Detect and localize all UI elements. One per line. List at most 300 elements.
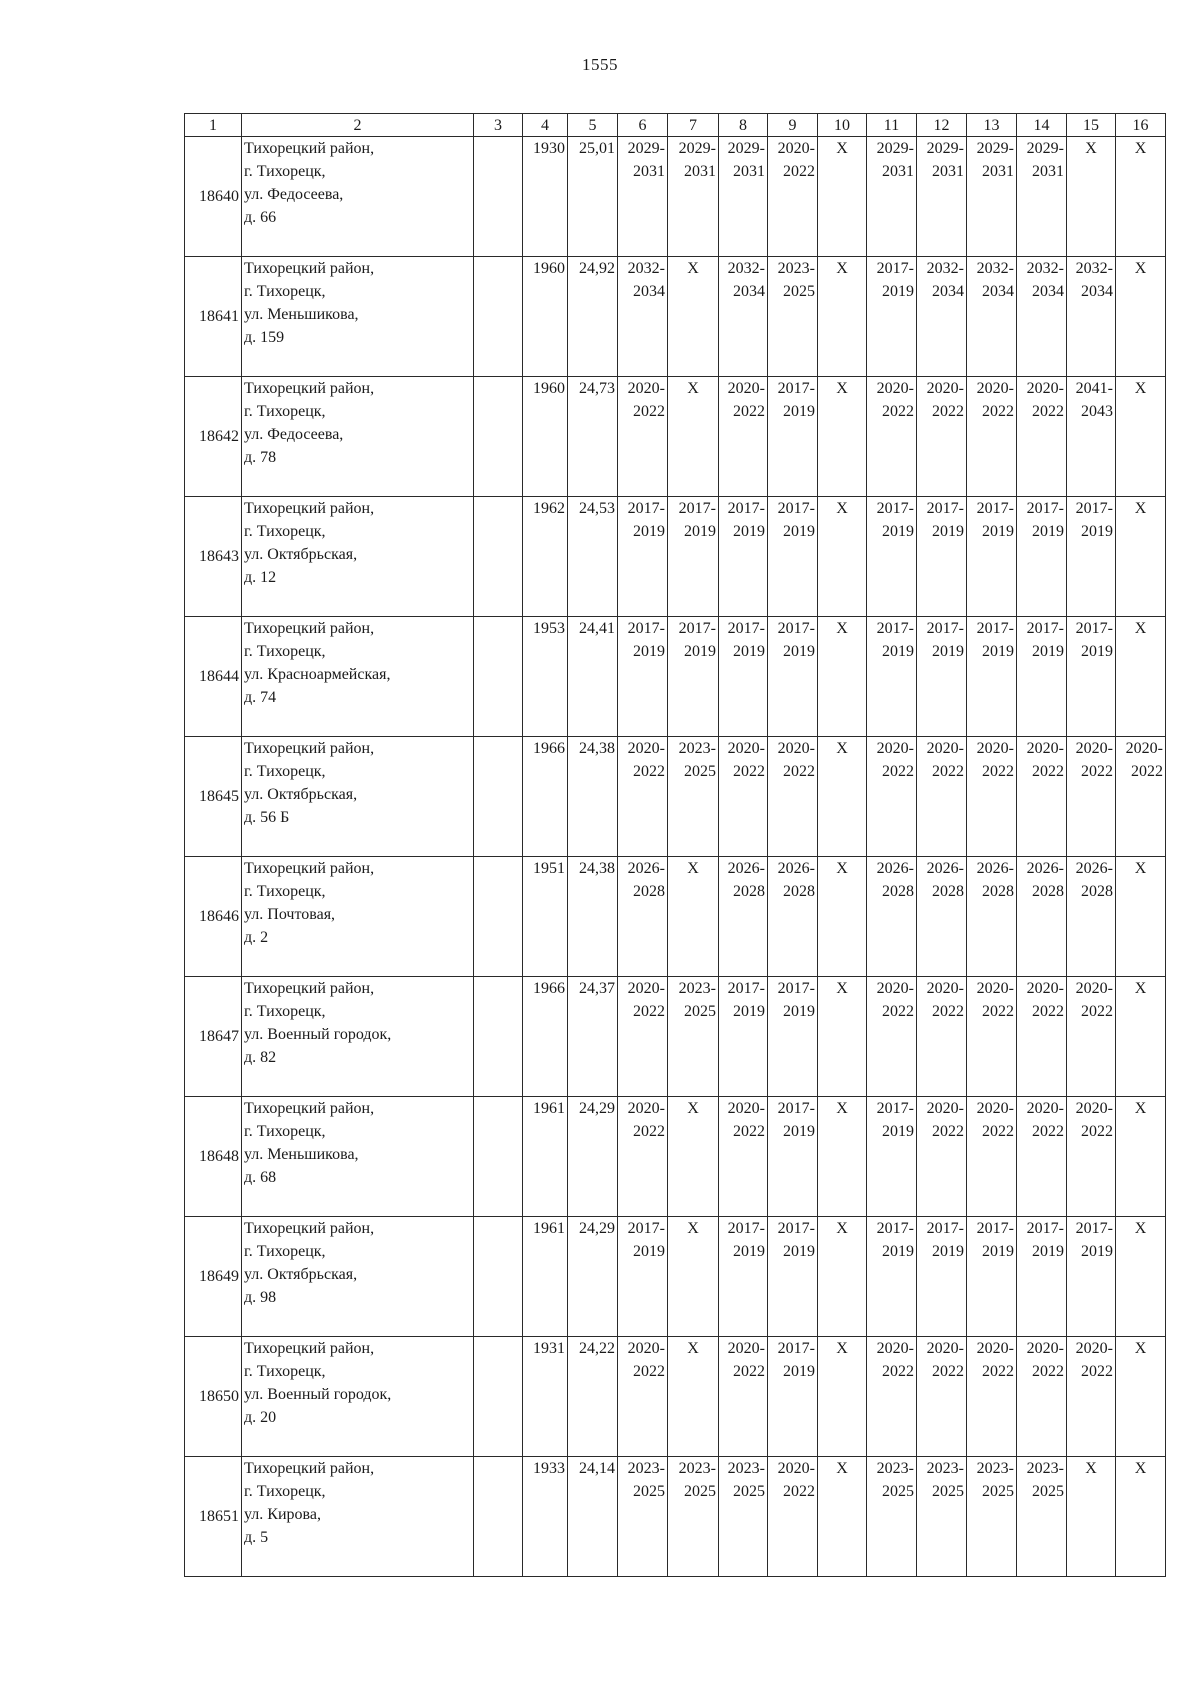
value-cell: 24,22	[568, 1337, 618, 1457]
period-line: 2019	[882, 523, 914, 540]
address-line: г. Тихорецк,	[244, 523, 326, 540]
period-line: 2020-	[976, 1340, 1014, 1357]
period-line: 2020-	[727, 1100, 765, 1117]
period-line: 2023-	[926, 1460, 964, 1477]
period-cell-col15	[1067, 137, 1116, 257]
period-cell-col16	[1116, 1337, 1166, 1457]
period-cell-col12	[917, 1457, 967, 1577]
table-row	[185, 1217, 1166, 1337]
year-cell: 1961	[523, 1097, 568, 1217]
period-cell-col14	[1017, 1097, 1067, 1217]
period-line: 2022	[633, 763, 665, 780]
not-applicable-mark: Х	[1085, 1460, 1097, 1477]
period-line: 2020-	[1026, 380, 1064, 397]
period-cell-col12	[917, 1217, 967, 1337]
period-cell-col10	[818, 1457, 867, 1577]
period-line: 2022	[633, 403, 665, 420]
period-line: 2020-	[976, 740, 1014, 757]
period-line: 2028	[783, 883, 815, 900]
period-line: 2026-	[627, 860, 665, 877]
period-line: 2019	[633, 523, 665, 540]
address-line: г. Тихорецк,	[244, 643, 326, 660]
year-cell: 1930	[523, 137, 568, 257]
period-cell-col13	[967, 1337, 1017, 1457]
column-header-15: 15	[1067, 114, 1116, 137]
address-cell	[242, 497, 474, 617]
period-cell-col15	[1067, 1457, 1116, 1577]
period-line: 2017-	[926, 1220, 964, 1237]
page-number: 1555	[582, 55, 618, 74]
address-cell	[242, 737, 474, 857]
row-number-cell: 18649	[185, 1217, 242, 1337]
year-cell: 1960	[523, 377, 568, 497]
period-line: 2017-	[627, 1220, 665, 1237]
address-line: г. Тихорецк,	[244, 163, 326, 180]
period-line: 2019	[982, 1243, 1014, 1260]
value-cell: 24,38	[568, 857, 618, 977]
period-cell-col10	[818, 257, 867, 377]
period-cell-col16	[1116, 377, 1166, 497]
period-line: 2020-	[1026, 740, 1064, 757]
housing-register-table	[184, 113, 1166, 1577]
period-cell-col14	[1017, 857, 1067, 977]
table-row	[185, 497, 1166, 617]
column-header-2: 2	[242, 114, 474, 137]
year-cell: 1951	[523, 857, 568, 977]
period-line: 2017-	[777, 1220, 815, 1237]
period-line: 2020-	[876, 740, 914, 757]
row-number-cell: 18646	[185, 857, 242, 977]
period-line: 2032-	[627, 260, 665, 277]
table-row	[185, 977, 1166, 1097]
period-line: 2017-	[1026, 500, 1064, 517]
column-header-8: 8	[719, 114, 768, 137]
row-number-cell: 18640	[185, 137, 242, 257]
period-line: 2023-	[876, 1460, 914, 1477]
period-cell-col12	[917, 257, 967, 377]
not-applicable-mark: Х	[687, 1220, 699, 1237]
column-header-3: 3	[474, 114, 523, 137]
address-cell	[242, 1097, 474, 1217]
period-line: 2019	[982, 523, 1014, 540]
period-cell-col12	[917, 617, 967, 737]
period-line: 2020-	[876, 380, 914, 397]
period-line: 2022	[882, 1003, 914, 1020]
address-line: ул. Красноармейская,	[244, 666, 391, 683]
period-cell-col8	[719, 137, 768, 257]
period-line: 2022	[982, 1363, 1014, 1380]
value-cell: 24,29	[568, 1097, 618, 1217]
period-line: 2022	[932, 1003, 964, 1020]
period-line: 2019	[1081, 643, 1113, 660]
period-cell-col14	[1017, 257, 1067, 377]
period-line: 2026-	[976, 860, 1014, 877]
period-line: 2019	[1081, 1243, 1113, 1260]
column-header-13: 13	[967, 114, 1017, 137]
address-line: Тихорецкий район,	[244, 620, 375, 637]
period-line: 2020-	[727, 1340, 765, 1357]
period-cell-col9	[768, 737, 818, 857]
not-applicable-mark: Х	[836, 260, 848, 277]
address-line: Тихорецкий район,	[244, 260, 375, 277]
period-cell-col15	[1067, 1217, 1116, 1337]
period-cell-col13	[967, 497, 1017, 617]
period-line: 2025	[633, 1483, 665, 1500]
period-cell-col7	[668, 857, 719, 977]
period-line: 2022	[982, 763, 1014, 780]
period-line: 2025	[982, 1483, 1014, 1500]
col3-cell	[474, 1337, 523, 1457]
period-line: 2023-	[678, 740, 716, 757]
period-cell-col8	[719, 737, 768, 857]
table-row	[185, 1337, 1166, 1457]
period-line: 2029-	[627, 140, 665, 157]
period-line: 2019	[982, 643, 1014, 660]
period-line: 2028	[633, 883, 665, 900]
period-line: 2017-	[976, 620, 1014, 637]
value-cell: 25,01	[568, 137, 618, 257]
period-cell-col7	[668, 257, 719, 377]
period-line: 2017-	[777, 500, 815, 517]
address-line: д. 98	[244, 1289, 277, 1306]
period-line: 2022	[932, 403, 964, 420]
address-line: г. Тихорецк,	[244, 1363, 326, 1380]
period-cell-col15	[1067, 617, 1116, 737]
period-line: 2028	[932, 883, 964, 900]
address-line: ул. Кирова,	[244, 1506, 321, 1523]
period-line: 2020-	[926, 980, 964, 997]
period-cell-col12	[917, 377, 967, 497]
not-applicable-mark: Х	[1134, 620, 1147, 637]
period-cell-col10	[818, 377, 867, 497]
period-cell-col16	[1116, 1457, 1166, 1577]
column-header-6: 6	[618, 114, 668, 137]
period-cell-col6	[618, 977, 668, 1097]
period-line: 2026-	[777, 860, 815, 877]
period-cell-col12	[917, 137, 967, 257]
period-line: 2025	[733, 1483, 765, 1500]
period-line: 2023-	[1026, 1460, 1064, 1477]
period-line: 2041-	[1075, 380, 1113, 397]
column-header-14: 14	[1017, 114, 1067, 137]
period-line: 2022	[982, 1123, 1014, 1140]
table-row	[185, 617, 1166, 737]
period-line: 2029-	[1026, 140, 1064, 157]
period-line: 2029-	[976, 140, 1014, 157]
period-cell-col16	[1116, 1097, 1166, 1217]
period-line: 2028	[882, 883, 914, 900]
address-line: г. Тихорецк,	[244, 1003, 326, 1020]
period-cell-col7	[668, 377, 719, 497]
period-line: 2022	[932, 1123, 964, 1140]
address-line: ул. Почтовая,	[244, 906, 336, 923]
column-header-1: 1	[185, 114, 242, 137]
period-line: 2028	[982, 883, 1014, 900]
period-line: 2017-	[876, 1220, 914, 1237]
period-line: 2019	[783, 403, 815, 420]
period-line: 2022	[1081, 1363, 1113, 1380]
address-line: Тихорецкий район,	[244, 1340, 375, 1357]
address-cell	[242, 137, 474, 257]
period-line: 2019	[633, 1243, 665, 1260]
period-line: 2020-	[627, 1340, 665, 1357]
period-line: 2025	[932, 1483, 964, 1500]
period-cell-col15	[1067, 497, 1116, 617]
address-cell	[242, 857, 474, 977]
period-cell-col7	[668, 497, 719, 617]
period-cell-col16	[1116, 1217, 1166, 1337]
address-line: г. Тихорецк,	[244, 403, 326, 420]
address-line: д. 159	[244, 329, 285, 346]
period-line: 2026-	[1026, 860, 1064, 877]
period-line: 2017-	[727, 500, 765, 517]
period-line: 2019	[783, 1003, 815, 1020]
period-line: 2034	[932, 283, 964, 300]
period-line: 2025	[882, 1483, 914, 1500]
row-number-cell: 18651	[185, 1457, 242, 1577]
period-cell-col8	[719, 1337, 768, 1457]
period-cell-col11	[867, 737, 917, 857]
period-cell-col14	[1017, 377, 1067, 497]
col3-cell	[474, 137, 523, 257]
period-cell-col8	[719, 977, 768, 1097]
column-header-9: 9	[768, 114, 818, 137]
period-line: 2022	[882, 763, 914, 780]
period-cell-col13	[967, 977, 1017, 1097]
period-cell-col14	[1017, 1217, 1067, 1337]
address-cell	[242, 1337, 474, 1457]
period-line: 2019	[783, 643, 815, 660]
period-cell-col8	[719, 377, 768, 497]
period-line: 2017-	[1075, 1220, 1113, 1237]
period-cell-col10	[818, 1217, 867, 1337]
period-line: 2034	[733, 283, 765, 300]
period-line: 2019	[733, 523, 765, 540]
period-line: 2020-	[976, 380, 1014, 397]
period-cell-col9	[768, 1217, 818, 1337]
period-line: 2028	[733, 883, 765, 900]
col3-cell	[474, 737, 523, 857]
period-line: 2019	[932, 1243, 964, 1260]
period-line: 2020-	[627, 740, 665, 757]
period-cell-col14	[1017, 737, 1067, 857]
period-cell-col13	[967, 1097, 1017, 1217]
not-applicable-mark: Х	[1134, 500, 1147, 517]
period-line: 2022	[1081, 763, 1113, 780]
period-cell-col11	[867, 1217, 917, 1337]
period-line: 2019	[882, 283, 914, 300]
period-cell-col8	[719, 257, 768, 377]
address-line: ул. Федосеева,	[244, 186, 344, 203]
period-line: 2017-	[876, 500, 914, 517]
period-line: 2023-	[777, 260, 815, 277]
period-line: 2017-	[1075, 620, 1113, 637]
period-cell-col10	[818, 1337, 867, 1457]
period-line: 2029-	[876, 140, 914, 157]
col3-cell	[474, 1457, 523, 1577]
period-cell-col7	[668, 1337, 719, 1457]
address-line: Тихорецкий район,	[244, 140, 375, 157]
period-line: 2031	[684, 163, 716, 180]
period-cell-col10	[818, 737, 867, 857]
not-applicable-mark: Х	[836, 1100, 848, 1117]
period-cell-col6	[618, 497, 668, 617]
address-line: Тихорецкий район,	[244, 1220, 375, 1237]
period-line: 2020-	[976, 980, 1014, 997]
period-line: 2022	[783, 163, 815, 180]
period-cell-col16	[1116, 137, 1166, 257]
col3-cell	[474, 257, 523, 377]
period-cell-col14	[1017, 617, 1067, 737]
period-line: 2019	[733, 643, 765, 660]
period-line: 2019	[783, 1123, 815, 1140]
period-line: 2019	[684, 523, 716, 540]
period-cell-col7	[668, 977, 719, 1097]
period-line: 2029-	[926, 140, 964, 157]
period-cell-col11	[867, 137, 917, 257]
period-line: 2022	[1032, 763, 1064, 780]
column-header-12: 12	[917, 114, 967, 137]
period-line: 2020-	[1026, 1100, 1064, 1117]
period-line: 2019	[882, 1123, 914, 1140]
period-line: 2026-	[1075, 860, 1113, 877]
row-number-cell: 18642	[185, 377, 242, 497]
period-cell-col13	[967, 617, 1017, 737]
period-line: 2032-	[727, 260, 765, 277]
period-line: 2020-	[1026, 980, 1064, 997]
period-line: 2029-	[678, 140, 716, 157]
period-line: 2022	[882, 403, 914, 420]
period-cell-col16	[1116, 257, 1166, 377]
period-cell-col16	[1116, 857, 1166, 977]
period-line: 2017-	[727, 980, 765, 997]
address-line: ул. Октябрьская,	[244, 546, 358, 563]
period-line: 2023-	[627, 1460, 665, 1477]
address-line: ул. Военный городок,	[244, 1026, 392, 1043]
period-line: 2017-	[627, 620, 665, 637]
period-line: 2017-	[876, 260, 914, 277]
period-line: 2017-	[678, 500, 716, 517]
address-cell	[242, 617, 474, 737]
period-cell-col12	[917, 977, 967, 1097]
period-cell-col11	[867, 617, 917, 737]
not-applicable-mark: Х	[1134, 260, 1147, 277]
period-line: 2022	[1032, 1363, 1064, 1380]
address-line: д. 82	[244, 1049, 277, 1066]
period-line: 2020-	[926, 380, 964, 397]
period-line: 2026-	[727, 860, 765, 877]
row-number-cell: 18648	[185, 1097, 242, 1217]
period-line: 2023-	[727, 1460, 765, 1477]
period-line: 2020-	[926, 1100, 964, 1117]
period-cell-col14	[1017, 137, 1067, 257]
period-cell-col11	[867, 1097, 917, 1217]
address-cell	[242, 1457, 474, 1577]
value-cell: 24,29	[568, 1217, 618, 1337]
period-cell-col7	[668, 617, 719, 737]
period-line: 2020-	[627, 980, 665, 997]
not-applicable-mark: Х	[836, 1340, 848, 1357]
period-cell-col7	[668, 1097, 719, 1217]
address-line: г. Тихорецк,	[244, 1483, 326, 1500]
period-line: 2031	[733, 163, 765, 180]
row-number-cell: 18643	[185, 497, 242, 617]
address-line: г. Тихорецк,	[244, 883, 326, 900]
table-row	[185, 1097, 1166, 1217]
period-line: 2032-	[926, 260, 964, 277]
period-cell-col9	[768, 857, 818, 977]
not-applicable-mark: Х	[836, 1220, 848, 1237]
period-line: 2017-	[777, 620, 815, 637]
period-cell-col6	[618, 1097, 668, 1217]
period-line: 2031	[633, 163, 665, 180]
period-line: 2022	[733, 403, 765, 420]
period-line: 2022	[1081, 1123, 1113, 1140]
period-line: 2034	[982, 283, 1014, 300]
address-line: д. 66	[244, 209, 277, 226]
address-line: д. 74	[244, 689, 277, 706]
column-header-16: 16	[1116, 114, 1166, 137]
not-applicable-mark: Х	[836, 860, 848, 877]
period-cell-col8	[719, 497, 768, 617]
address-line: Тихорецкий район,	[244, 500, 375, 517]
period-line: 2022	[733, 763, 765, 780]
period-line: 2034	[1032, 283, 1064, 300]
period-line: 2019	[932, 643, 964, 660]
period-cell-col6	[618, 137, 668, 257]
period-line: 2020-	[926, 740, 964, 757]
address-line: ул. Октябрьская,	[244, 1266, 358, 1283]
address-cell	[242, 377, 474, 497]
period-cell-col9	[768, 977, 818, 1097]
column-header-7: 7	[668, 114, 719, 137]
period-line: 2022	[1081, 1003, 1113, 1020]
not-applicable-mark: Х	[687, 860, 699, 877]
period-line: 2019	[783, 1363, 815, 1380]
period-line: 2019	[733, 1003, 765, 1020]
period-line: 2031	[932, 163, 964, 180]
address-line: г. Тихорецк,	[244, 1243, 326, 1260]
not-applicable-mark: Х	[836, 380, 848, 397]
period-line: 2020-	[876, 980, 914, 997]
period-line: 2017-	[777, 1340, 815, 1357]
period-cell-col15	[1067, 1337, 1116, 1457]
row-number-cell: 18650	[185, 1337, 242, 1457]
period-line: 2017-	[926, 620, 964, 637]
not-applicable-mark: Х	[1134, 1340, 1147, 1357]
period-line: 2017-	[727, 620, 765, 637]
period-line: 2028	[1081, 883, 1113, 900]
row-number-cell: 18641	[185, 257, 242, 377]
period-line: 2017-	[727, 1220, 765, 1237]
period-cell-col13	[967, 857, 1017, 977]
period-cell-col16	[1116, 977, 1166, 1097]
col3-cell	[474, 1097, 523, 1217]
period-line: 2020-	[1075, 740, 1113, 757]
col3-cell	[474, 497, 523, 617]
address-line: Тихорецкий район,	[244, 380, 375, 397]
period-cell-col6	[618, 737, 668, 857]
period-line: 2019	[882, 1243, 914, 1260]
period-line: 2031	[982, 163, 1014, 180]
period-line: 2022	[633, 1123, 665, 1140]
period-cell-col6	[618, 1337, 668, 1457]
period-cell-col12	[917, 1097, 967, 1217]
period-line: 2023-	[678, 1460, 716, 1477]
address-line: ул. Федосеева,	[244, 426, 344, 443]
row-number-cell: 18644	[185, 617, 242, 737]
period-cell-col6	[618, 857, 668, 977]
